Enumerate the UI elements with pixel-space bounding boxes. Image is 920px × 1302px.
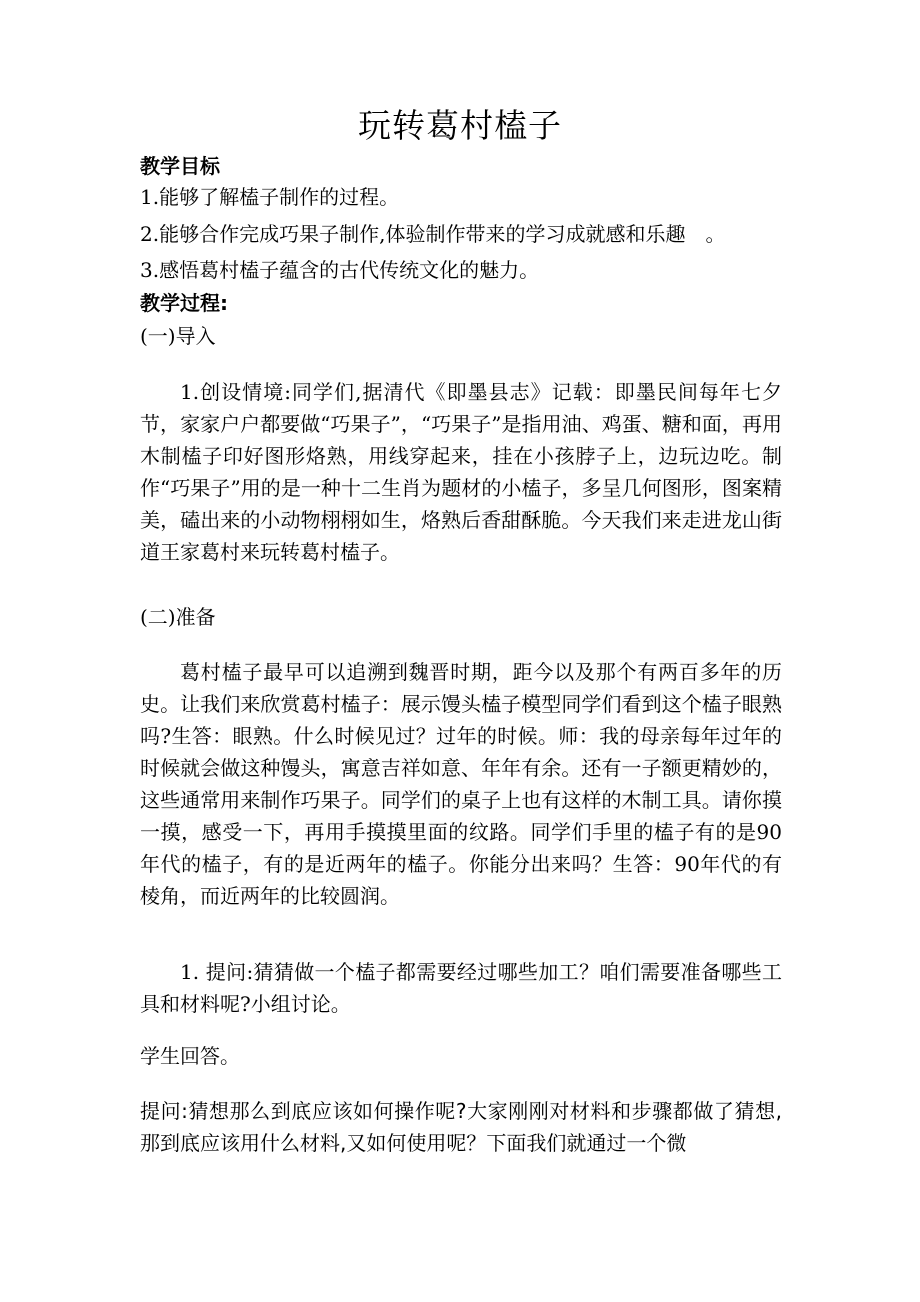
section-label-intro: (一)导入 bbox=[140, 324, 216, 348]
page-title: 玩转葛村榼子 bbox=[358, 106, 562, 145]
objective-item-3: 3.感悟葛村榼子蕴含的古代传统文化的魅力。 bbox=[140, 258, 540, 282]
section-label-prepare: (二)准备 bbox=[140, 605, 216, 629]
objective-item-1: 1.能够了解榼子制作的过程。 bbox=[140, 185, 400, 209]
process-heading: 教学过程: bbox=[140, 291, 228, 315]
objective-item-2: 2.能够合作完成巧果子制作,体验制作带来的学习成就感和乐趣 。 bbox=[140, 222, 726, 246]
question-paragraph-2: 提问:猜想那么到底应该如何操作呢?大家刚刚对材料和步骤都做了猜想,那到底应该用什么材料,又如何使用呢？下面我们就通过一个微 bbox=[140, 1099, 782, 1155]
objectives-heading: 教学目标 bbox=[140, 154, 220, 178]
intro-paragraph: 1.创设情境:同学们,据清代《即墨县志》记载：即墨民间每年七夕节，家家户户都要做“巧果子”，“巧果子”是指用油、鸡蛋、糖和面，再用木制榼子印好图形烙熟，用线穿起来，挂在小孩脖子上，边玩边吃。制作“巧果子”用的是一种十二生肖为题材的小榼子，多呈几何图形，图案精美，磕出来的小动物栩栩如生，烙熟后香甜酥脆。今天我们来走进龙山街道王家葛村来玩转葛村榼子。 bbox=[140, 380, 782, 564]
student-answer-line: 学生回答。 bbox=[140, 1044, 240, 1068]
question-paragraph-1: 1. 提问:猜猜做一个榼子都需要经过哪些加工？咱们需要准备哪些工具和材料呢?小组讨论。 bbox=[140, 960, 782, 1016]
prepare-paragraph: 葛村榼子最早可以追溯到魏晋时期，距今以及那个有两百多年的历史。让我们来欣赏葛村榼子：展示馒头榼子模型同学们看到这个榼子眼熟吗?生答：眼熟。什么时候见过？过年的时候。师：我的母亲每年过年的时候就会做这种馒头，寓意吉祥如意、年年有余。还有一子额更精妙的，这些通常用来制作巧果子。同学们的桌子上也有这样的木制工具。请你摸一摸，感受一下，再用手摸摸里面的纹路。同学们手里的榼子有的是90年代的榼子，有的是近两年的榼子。你能分出来吗？生答：90年代的有棱角，而近两年的比较圆润。 bbox=[140, 660, 782, 908]
